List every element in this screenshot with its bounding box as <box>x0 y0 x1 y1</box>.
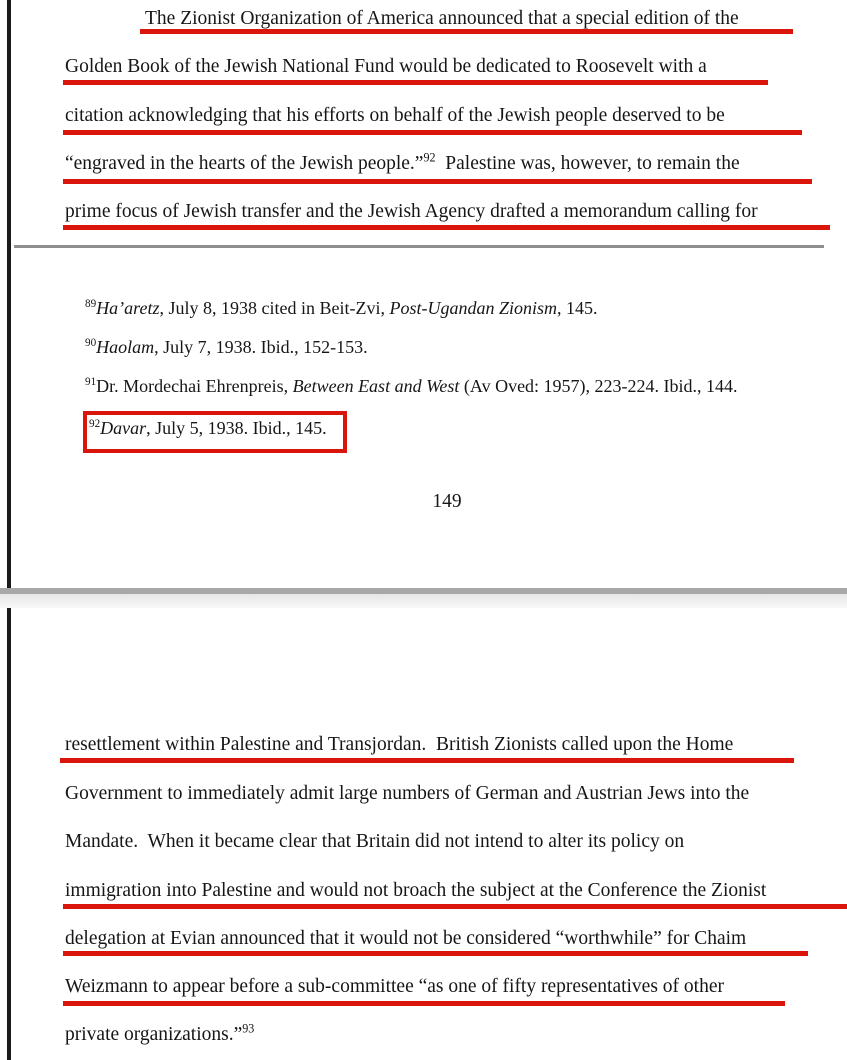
footnote-text: (Av Oved: 1957), 223-224. Ibid., 144. <box>459 376 738 396</box>
page-left-border <box>7 0 11 1060</box>
footnote-ref: 92 <box>423 150 436 165</box>
body-line <box>65 878 766 904</box>
body-text: delegation at Evian announced that it would not be considered “worthwhile” for Chaim <box>65 928 747 949</box>
footnote-number: 90 <box>85 337 97 349</box>
body-line <box>65 781 749 807</box>
body-line <box>65 199 758 225</box>
body-text: Palestine was, however, to remain the <box>435 153 740 174</box>
body-text: Government to immediately admit large numbers of German and Austrian Jews into the <box>65 783 750 804</box>
body-text: “engraved in the hearts of the Jewish people.” <box>65 153 424 174</box>
footnote-ref: 93 <box>242 1021 255 1036</box>
body-text: prime focus of Jewish transfer and the Jewish Agency drafted a memorandum calling for <box>65 201 758 222</box>
body-line <box>65 1022 254 1048</box>
page-break-gap <box>0 594 847 608</box>
footnote-number: 92 <box>89 418 101 430</box>
body-text: Mandate. When it became clear that Britain did not intend to alter its policy on <box>65 831 685 852</box>
page-number: 149 <box>432 491 462 512</box>
body-line <box>65 151 740 177</box>
footnote-title: Davar <box>100 418 147 438</box>
annotation-underline <box>60 758 794 763</box>
footnote <box>85 375 738 397</box>
footnote-number: 89 <box>85 298 97 310</box>
annotation-underline <box>63 1001 785 1006</box>
body-text: Golden Book of the Jewish National Fund would be dedicated to Roosevelt with a <box>65 56 707 77</box>
footnote-text: , July 7, 1938. Ibid., 152-153. <box>154 337 368 357</box>
body-text: private organizations.” <box>65 1024 243 1045</box>
body-line <box>65 926 746 952</box>
footnote-text: , 145. <box>556 298 598 318</box>
footnote-title: Haolam <box>96 337 155 357</box>
footnote-separator <box>14 245 824 248</box>
annotation-underline <box>63 951 808 956</box>
annotation-underline <box>63 130 802 135</box>
body-text: immigration into Palestine and would not broach the subject at the Conference the Zionist <box>65 880 767 901</box>
annotation-underline <box>63 225 830 230</box>
body-text: resettlement within Palestine and Transjordan. British Zionists called upon the Home <box>65 734 734 755</box>
footnote-text: , July 5, 1938. Ibid., 145. <box>146 418 327 438</box>
footnote <box>85 336 368 358</box>
annotation-underline <box>140 29 793 34</box>
footnote-text: Dr. Mordechai Ehrenpreis, <box>96 376 293 396</box>
body-line <box>65 732 733 758</box>
footnote-title: Post-Ugandan Zionism <box>389 298 557 318</box>
footnote-title: Between East and West <box>292 376 460 396</box>
annotation-underline <box>63 80 768 85</box>
body-line <box>65 829 684 855</box>
body-text: The Zionist Organization of America announced that a special edition of the <box>145 8 739 29</box>
footnote <box>85 297 597 319</box>
footnote <box>89 417 327 439</box>
footnote-number: 91 <box>85 376 97 388</box>
body-line <box>65 103 725 129</box>
footnote-title: Ha’aretz <box>96 298 160 318</box>
body-text: Weizmann to appear before a sub-committee “as one of fifty representatives of other <box>65 976 724 997</box>
annotation-underline <box>63 904 847 909</box>
annotation-underline <box>63 179 812 184</box>
body-text: citation acknowledging that his efforts on behalf of the Jewish people deserved to be <box>65 105 725 126</box>
body-line <box>65 54 707 80</box>
footnote-text: , July 8, 1938 cited in Beit-Zvi, <box>159 298 390 318</box>
body-line <box>65 974 724 1000</box>
